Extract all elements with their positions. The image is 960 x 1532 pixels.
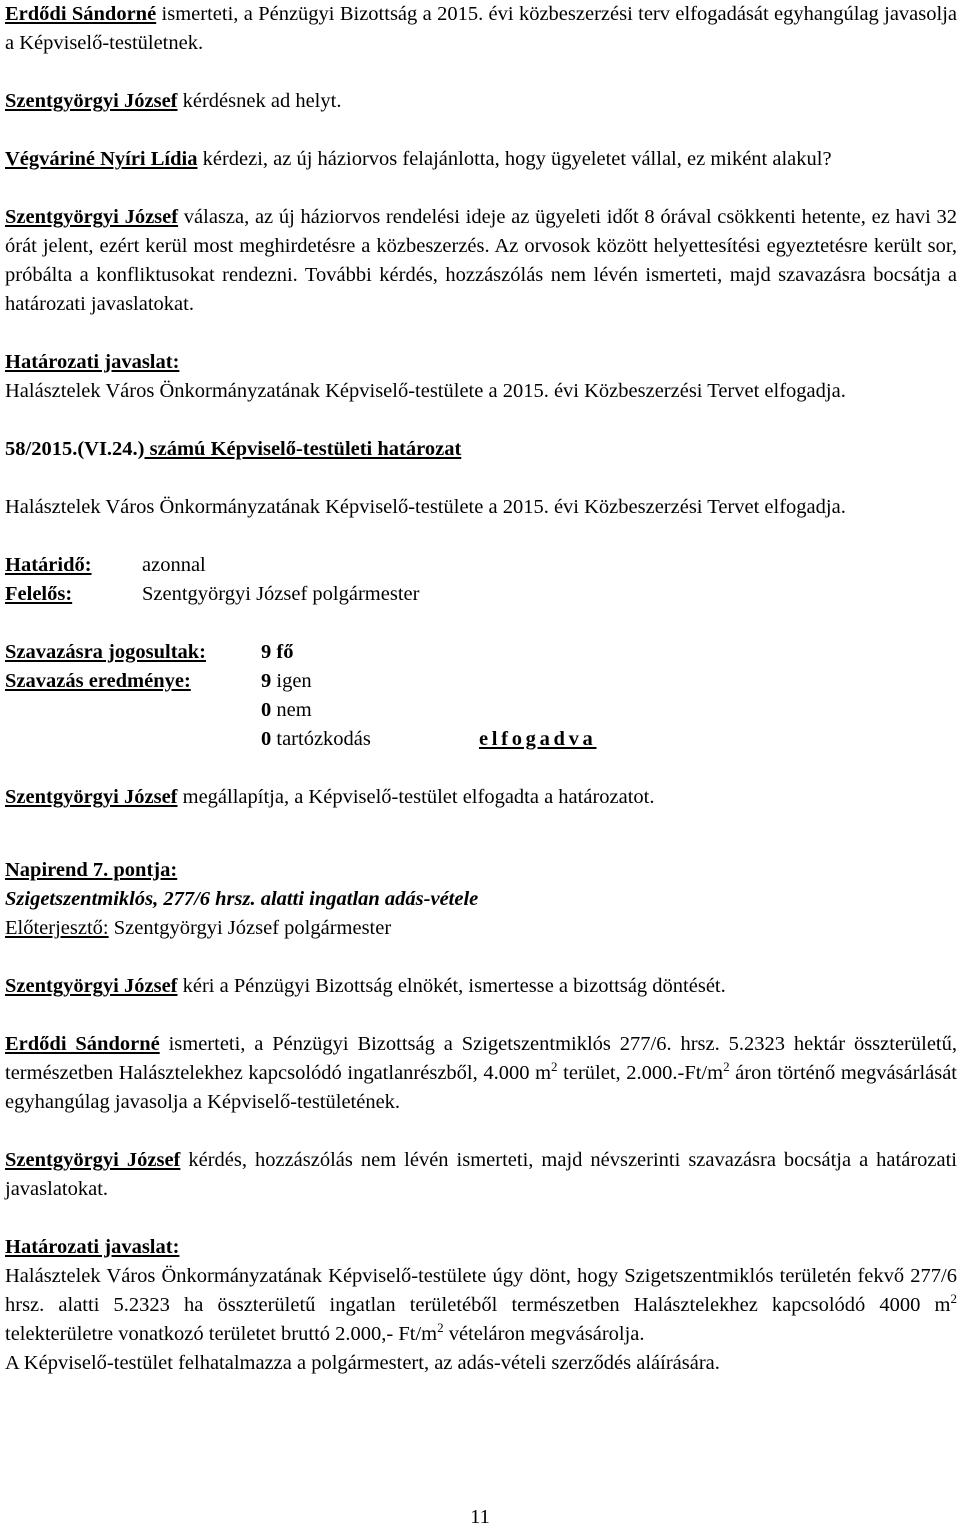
paragraph-5 (5, 783, 957, 812)
presenter-label: Előterjesztő: (5, 917, 109, 939)
paragraph-text: terület, 2.000.-Ft/m (557, 1062, 724, 1084)
paragraph-text: áron történő megvásárlását egyhangúlag javasolja a Képviselő-testületének. (5, 1062, 958, 1113)
agenda-item-label: Napirend 7. pontja: (5, 859, 178, 881)
speaker-name: Szentgyörgyi József (5, 786, 178, 808)
paragraph-text: telekterületre vonatkozó területet bruttó 2.000,- Ft/m (5, 1323, 438, 1345)
superscript: 2 (551, 1059, 558, 1075)
resolution-number: 58/2015.(VI.24.) (5, 438, 145, 460)
resolution-heading (5, 435, 957, 464)
responsible-row (5, 580, 957, 609)
paragraph-4 (5, 203, 957, 319)
resolution-title: számú Képviselő-testületi határozat (144, 438, 462, 460)
paragraph-2 (5, 87, 957, 116)
vote-abstain-count: 0 (261, 728, 272, 750)
deadline-value: azonnal (142, 554, 206, 576)
document-page (5, 0, 957, 1378)
superscript: 2 (950, 1291, 957, 1307)
proposal-heading: Határozati javaslat: (5, 1236, 180, 1258)
paragraph-3 (5, 145, 957, 174)
paragraph-text: kérdés, hozzászólás nem lévén ismerteti, majd névszerinti szavazásra bocsátja a határozati javaslatokat. (5, 1149, 957, 1200)
paragraph-text: ismerteti, a Pénzügyi Bizottság a 2015. évi közbeszerzési terv elfogadását egyhangúlag javasolja a Képviselő-testületnek. (5, 3, 958, 54)
presenter-value: Szentgyörgyi József polgármester (108, 917, 392, 939)
vote-yes-text: igen (271, 670, 312, 692)
agenda-label (5, 856, 957, 885)
speaker-name: Szentgyörgyi József (5, 90, 178, 112)
proposal-heading: Határozati javaslat: (5, 351, 180, 373)
vote-abstain-row (5, 725, 957, 754)
paragraph-text: kérdezi, az új háziorvos felajánlotta, hogy ügyeletet vállal, ez miként alakul? (197, 148, 832, 170)
paragraph-text: kéri a Pénzügyi Bizottság elnökét, ismertesse a bizottság döntését. (177, 975, 726, 997)
responsible-label: Felelős: (5, 583, 73, 605)
resolution-text: Halásztelek Város Önkormányzatának Képviselő-testülete a 2015. évi Közbeszerzési Tervet elfogadja. (5, 496, 846, 518)
speaker-name: Erdődi Sándorné (5, 3, 157, 25)
deadline-label: Határidő: (5, 554, 92, 576)
proposal-1-text: Halásztelek Város Önkormányzatának Képviselő-testülete a 2015. évi Közbeszerzési Tervet elfogadja. (5, 380, 846, 402)
vote-outcome: elfogadva (479, 728, 597, 750)
proposal-2-authorization: A Képviselő-testület felhatalmazza a polgármestert, az adás-vételi szerződés aláírására. (5, 1352, 720, 1374)
vote-result-label: Szavazás eredménye: (5, 670, 191, 692)
agenda-presenter (5, 914, 957, 943)
speaker-name: Erdődi Sándorné (5, 1033, 160, 1055)
paragraph-text: kérdésnek ad helyt. (177, 90, 342, 112)
paragraph-8 (5, 1146, 957, 1204)
vote-eligible-label: Szavazásra jogosultak: (5, 641, 207, 663)
agenda-item-title: Szigetszentmiklós, 277/6 hrsz. alatti ingatlan adás-vétele (5, 888, 479, 910)
speaker-name: Szentgyörgyi József (5, 1149, 181, 1171)
proposal-1-heading (5, 348, 957, 377)
paragraph-text: megállapítja, a Képviselő-testület elfogadta a határozatot. (177, 786, 655, 808)
vote-eligible-row (5, 638, 957, 667)
vote-no-text: nem (271, 699, 312, 721)
vote-no-count: 0 (261, 699, 272, 721)
vote-abstain-text: tartózkodás (271, 728, 371, 750)
paragraph-text: válasza, az új háziorvos rendelési ideje az ügyeleti időt 8 órával csökkenti hetente, ez havi 32 órát jelent, ezért kerül most meghirdetésre a közbeszerzés. Az orvosok között helyettesítési egyeztetésre került sor, próbálta a konfliktusokat rendezni. További kérdés, hozzászólás nem lévén ismerteti, majd szavazásra bocsátja a határozati javaslatokat. (5, 206, 957, 315)
superscript: 2 (723, 1059, 730, 1075)
vote-eligible-value: 9 fő (261, 641, 294, 663)
paragraph-text: Halásztelek Város Önkormányzatának Képviselő-testülete úgy dönt, hogy Szigetszentmiklós területén fekvő 277/6 hrsz. alatti 5.2323 ha összterületű ingatlan területéből természetben Halásztelekhez kapcsolódó 4000 m (5, 1265, 957, 1316)
speaker-name: Végváriné Nyíri Lídia (5, 148, 198, 170)
paragraph-6 (5, 972, 957, 1001)
proposal-2-heading (5, 1233, 957, 1262)
responsible-value: Szentgyörgyi József polgármester (142, 583, 420, 605)
speaker-name: Szentgyörgyi József (5, 975, 178, 997)
proposal-2-text (5, 1262, 957, 1349)
vote-result-row (5, 667, 957, 696)
paragraph-1 (5, 0, 957, 58)
speaker-name: Szentgyörgyi József (5, 206, 179, 228)
paragraph-7 (5, 1030, 957, 1117)
agenda-title (5, 885, 957, 914)
vote-no-row (5, 696, 957, 725)
deadline-row (5, 551, 957, 580)
paragraph-text: vételáron megvásárolja. (443, 1323, 645, 1345)
superscript: 2 (437, 1320, 444, 1336)
page-number: 11 (470, 1506, 490, 1528)
paragraph-text: ismerteti, a Pénzügyi Bizottság a Szigetszentmiklós 277/6. hrsz. 5.2323 hektár összterületű, természetben Halásztelekhez kapcsolódó ingatlanrészből, 4.000 m (5, 1033, 957, 1084)
vote-yes-count: 9 (261, 670, 272, 692)
